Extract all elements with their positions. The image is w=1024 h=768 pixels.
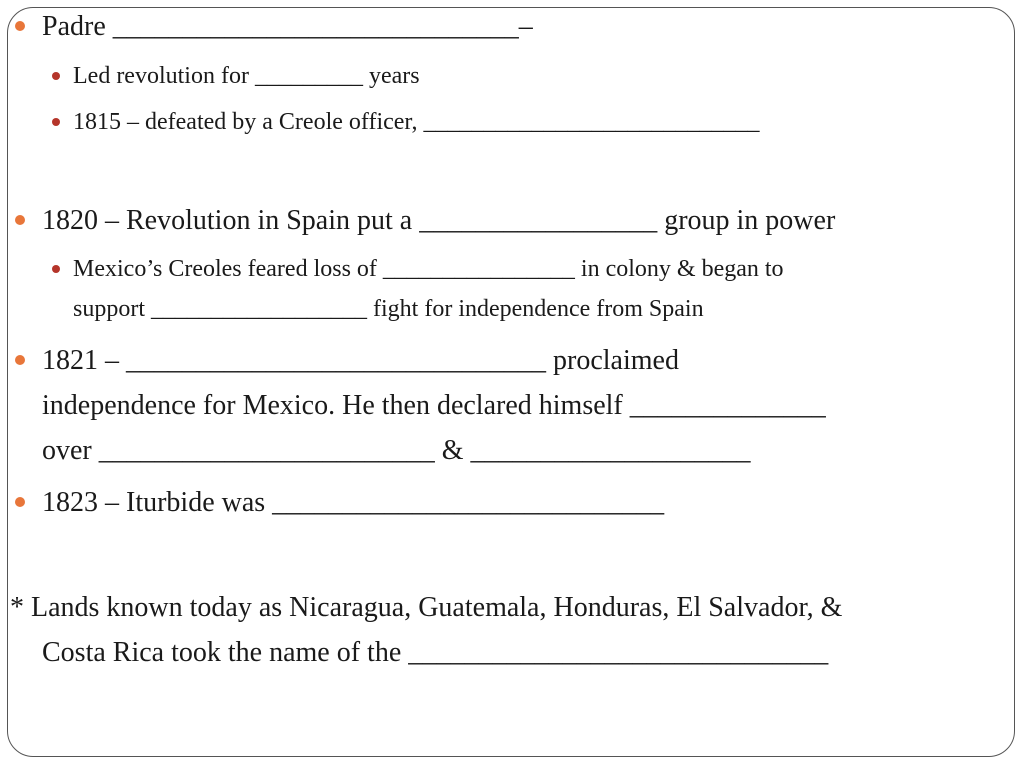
subbullet-text: 1815 – defeated by a Creole officer, ____________________________ (73, 109, 760, 135)
subbullet-text: Led revolution for _________ years (73, 63, 420, 89)
bullet-1820 (42, 198, 835, 243)
bullet-dot-icon (15, 21, 25, 31)
bullet-text-line-1: 1821 – ______________________________ proclaimed (42, 345, 679, 376)
bullet-text: Padre _____________________________– (42, 11, 533, 42)
footnote-line-1: * Lands known today as Nicaragua, Guatemala, Honduras, El Salvador, & (10, 592, 843, 623)
footnote-central-america (10, 585, 842, 675)
bullet-text: 1820 – Revolution in Spain put a _________________ group in power (42, 205, 836, 236)
bullet-dot-icon (15, 355, 25, 365)
bullet-dot-icon (15, 497, 25, 507)
subbullet-text-line-1: Mexico’s Creoles feared loss of ________________ in colony & began to (73, 256, 784, 282)
subbullet-creoles (73, 249, 784, 329)
bullet-text-line-2: independence for Mexico. He then declared himself ______________ (42, 390, 826, 421)
bullet-dot-icon (15, 215, 25, 225)
subbullet-text-line-2: support __________________ fight for independence from Spain (73, 296, 704, 322)
subbullet-dot-icon (52, 265, 60, 273)
bullet-padre (42, 4, 533, 49)
bullet-1821 (42, 338, 826, 473)
bullet-text: 1823 – Iturbide was ____________________________ (42, 487, 665, 518)
subbullet-led-revolution (73, 56, 420, 96)
bullet-text-line-3: over ________________________ & ____________________ (42, 435, 751, 466)
footnote-line-2: Costa Rica took the name of the ______________________________ (42, 637, 829, 668)
subbullet-1815 (73, 102, 759, 142)
subbullet-dot-icon (52, 72, 60, 80)
bullet-1823 (42, 480, 664, 525)
subbullet-dot-icon (52, 118, 60, 126)
